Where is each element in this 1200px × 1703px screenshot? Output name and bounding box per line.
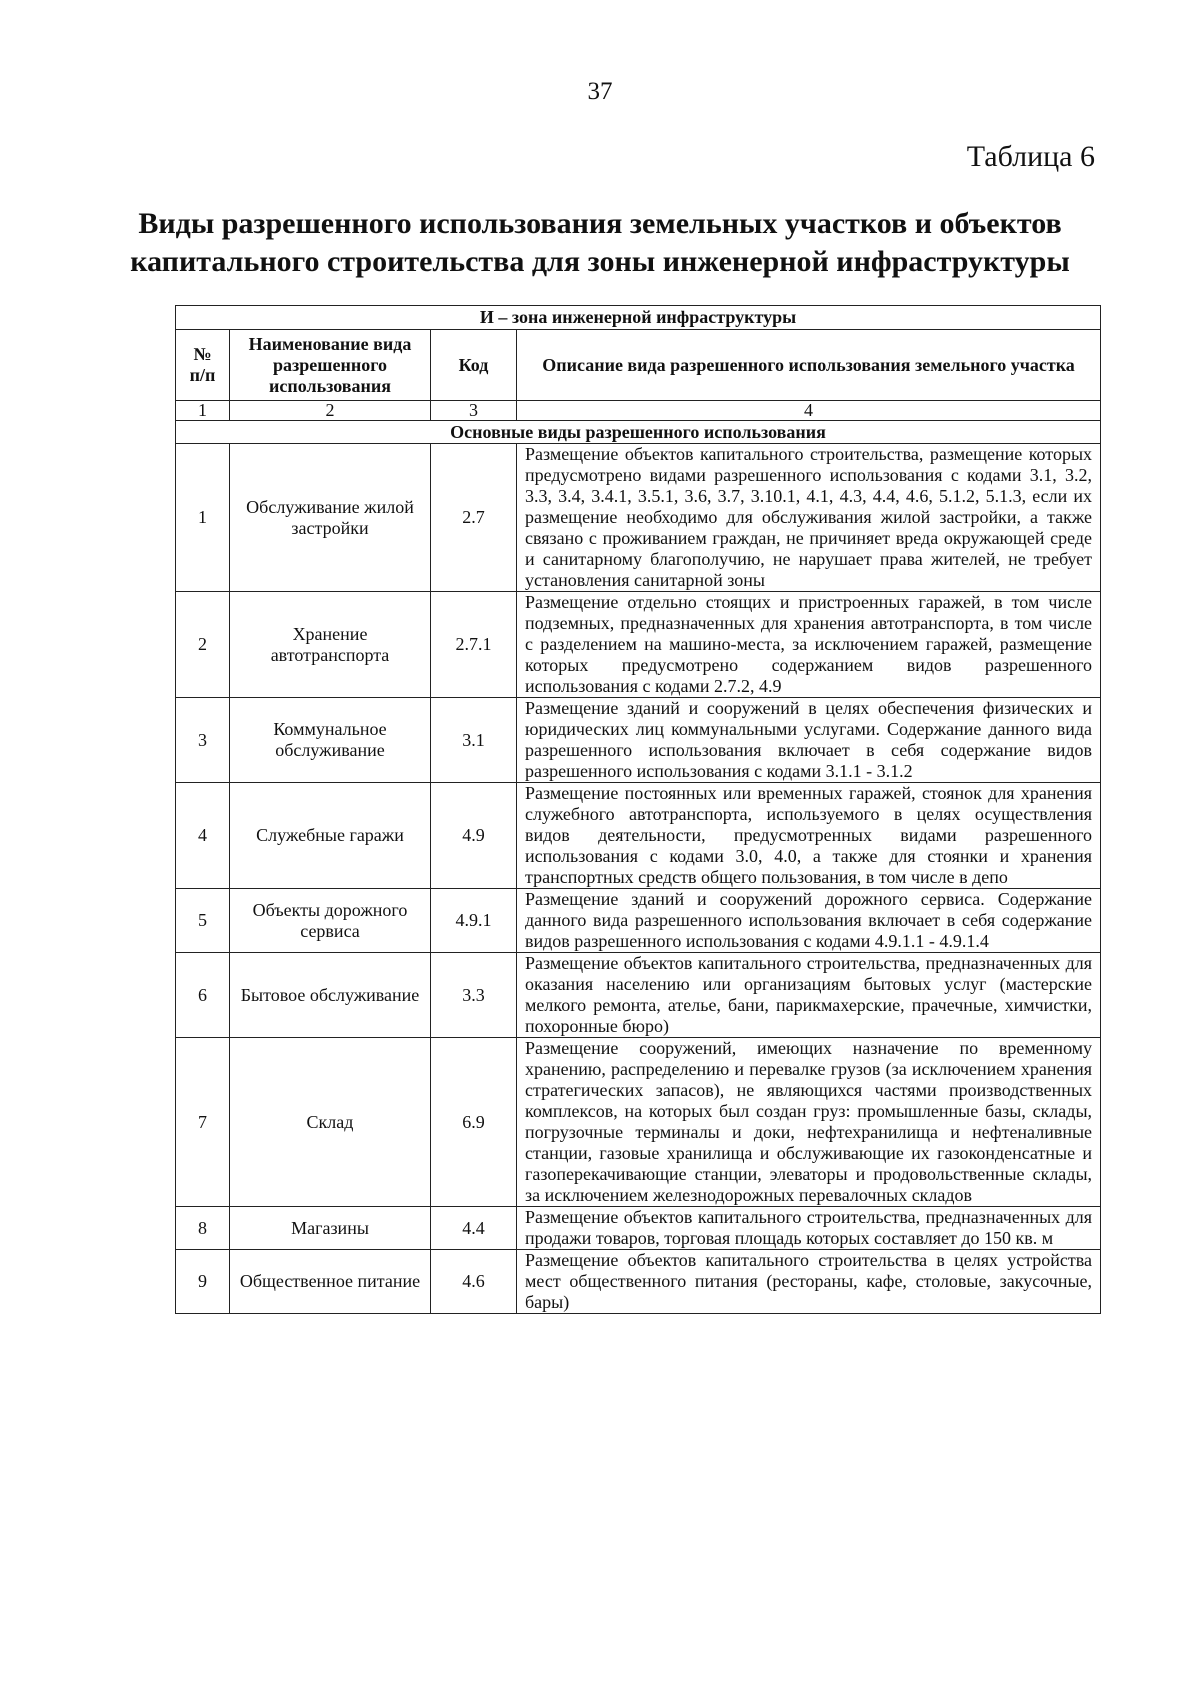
- use-code: 4.9: [431, 783, 517, 889]
- page-number: 37: [587, 78, 613, 105]
- use-code: 6.9: [431, 1038, 517, 1207]
- zone-title: И – зона инженерной инфраструктуры: [176, 306, 1101, 330]
- table-row: [176, 1207, 1101, 1250]
- use-name: Склад: [230, 1038, 431, 1207]
- table-row: [176, 592, 1101, 698]
- column-number: 2: [230, 401, 431, 421]
- document-title: [0, 205, 1200, 281]
- use-code: 3.3: [431, 953, 517, 1038]
- use-description: Размещение зданий и сооружений в целях обеспечения физических и юридических лиц коммунальными услугами. Содержание данного вида разрешенного использования включает в себя содержание видов разрешенного использования с кодами 3.1.1 - 3.1.2: [517, 698, 1101, 783]
- row-number: 3: [176, 698, 230, 783]
- table-row: [176, 783, 1101, 889]
- header-code: Код: [431, 330, 517, 401]
- land-use-table: [175, 305, 1101, 1314]
- row-number: 2: [176, 592, 230, 698]
- use-description: Размещение объектов капитального строительства, предназначенных для оказания населению или организациям бытовых услуг (мастерские мелкого ремонта, ателье, бани, парикмахерские, прачечные, химчистки, похоронные бюро): [517, 953, 1101, 1038]
- table-row: [176, 889, 1101, 953]
- column-number: 3: [431, 401, 517, 421]
- row-number: 7: [176, 1038, 230, 1207]
- document-title-line-2: капитального строительства для зоны инженерной инфраструктуры: [130, 245, 1070, 278]
- use-name: Обслуживание жилой застройки: [230, 444, 431, 592]
- table-row: [176, 953, 1101, 1038]
- use-code: 4.9.1: [431, 889, 517, 953]
- use-description: Размещение объектов капитального строительства, предназначенных для продажи товаров, торговая площадь которых составляет до 150 кв. м: [517, 1207, 1101, 1250]
- table-row: [176, 698, 1101, 783]
- column-number: 4: [517, 401, 1101, 421]
- use-name: Служебные гаражи: [230, 783, 431, 889]
- use-code: 4.4: [431, 1207, 517, 1250]
- section-title: Основные виды разрешенного использования: [176, 421, 1101, 444]
- use-description: Размещение зданий и сооружений дорожного сервиса. Содержание данного вида разрешенного использования включает в себя содержание видов разрешенного использования с кодами 4.9.1.1 - 4.9.1.4: [517, 889, 1101, 953]
- header-name: Наименование вида разрешенного использования: [230, 330, 431, 401]
- use-name: Общественное питание: [230, 1250, 431, 1314]
- row-number: 4: [176, 783, 230, 889]
- use-name: Хранение автотранспорта: [230, 592, 431, 698]
- document-title-line-1: Виды разрешенного использования земельных участков и объектов: [138, 207, 1062, 240]
- row-number: 9: [176, 1250, 230, 1314]
- row-number: 6: [176, 953, 230, 1038]
- use-code: 2.7: [431, 444, 517, 592]
- use-description: Размещение объектов капитального строительства, размещение которых предусмотрено видами разрешенного использования с кодами 3.1, 3.2, 3.3, 3.4, 3.4.1, 3.5.1, 3.6, 3.7, 3.10.1, 4.1, 4.3, 4.4, 4.6, 5.1.2, 5.1.3, если их размещение необходимо для обслуживания жилой застройки, а также связано с проживанием граждан, не причиняет вреда окружающей среде и санитарному благополучию, не нарушает права жителей, не требует установления санитарной зоны: [517, 444, 1101, 592]
- row-number: 1: [176, 444, 230, 592]
- use-description: Размещение отдельно стоящих и пристроенных гаражей, в том числе подземных, предназначенных для хранения автотранспорта, в том числе с разделением на машино-места, за исключением гаражей, размещение которых предусмотрено содержанием видов разрешенного использования с кодами 2.7.2, 4.9: [517, 592, 1101, 698]
- table-row: [176, 1038, 1101, 1207]
- header-description: Описание вида разрешенного использования земельного участка: [517, 330, 1101, 401]
- use-description: Размещение сооружений, имеющих назначение по временному хранению, распределению и перевалке грузов (за исключением хранения стратегических запасов), не являющихся частями производственных комплексов, на которых был создан груз: промышленные базы, склады, погрузочные терминалы и доки, нефтехранилища и нефтеналивные станции, газовые хранилища и обслуживающие их газоконденсатные и газоперекачивающие станции, элеваторы и продовольственные склады, за исключением железнодорожных перевалочных складов: [517, 1038, 1101, 1207]
- use-name: Магазины: [230, 1207, 431, 1250]
- use-code: 4.6: [431, 1250, 517, 1314]
- table-row: [176, 444, 1101, 592]
- column-number: 1: [176, 401, 230, 421]
- use-code: 2.7.1: [431, 592, 517, 698]
- use-code: 3.1: [431, 698, 517, 783]
- row-number: 8: [176, 1207, 230, 1250]
- use-name: Объекты дорожного сервиса: [230, 889, 431, 953]
- header-num: № п/п: [176, 330, 230, 401]
- use-description: Размещение постоянных или временных гаражей, стоянок для хранения служебного автотранспорта, используемого в целях осуществления видов деятельности, предусмотренных видами разрешенного использования с кодами 3.0, 4.0, а также для стоянки и хранения транспортных средств общего пользования, в том числе в депо: [517, 783, 1101, 889]
- table-caption: Таблица 6: [966, 140, 1095, 173]
- use-name: Бытовое обслуживание: [230, 953, 431, 1038]
- row-number: 5: [176, 889, 230, 953]
- use-name: Коммунальное обслуживание: [230, 698, 431, 783]
- use-description: Размещение объектов капитального строительства в целях устройства мест общественного питания (рестораны, кафе, столовые, закусочные, бары): [517, 1250, 1101, 1314]
- table-row: [176, 1250, 1101, 1314]
